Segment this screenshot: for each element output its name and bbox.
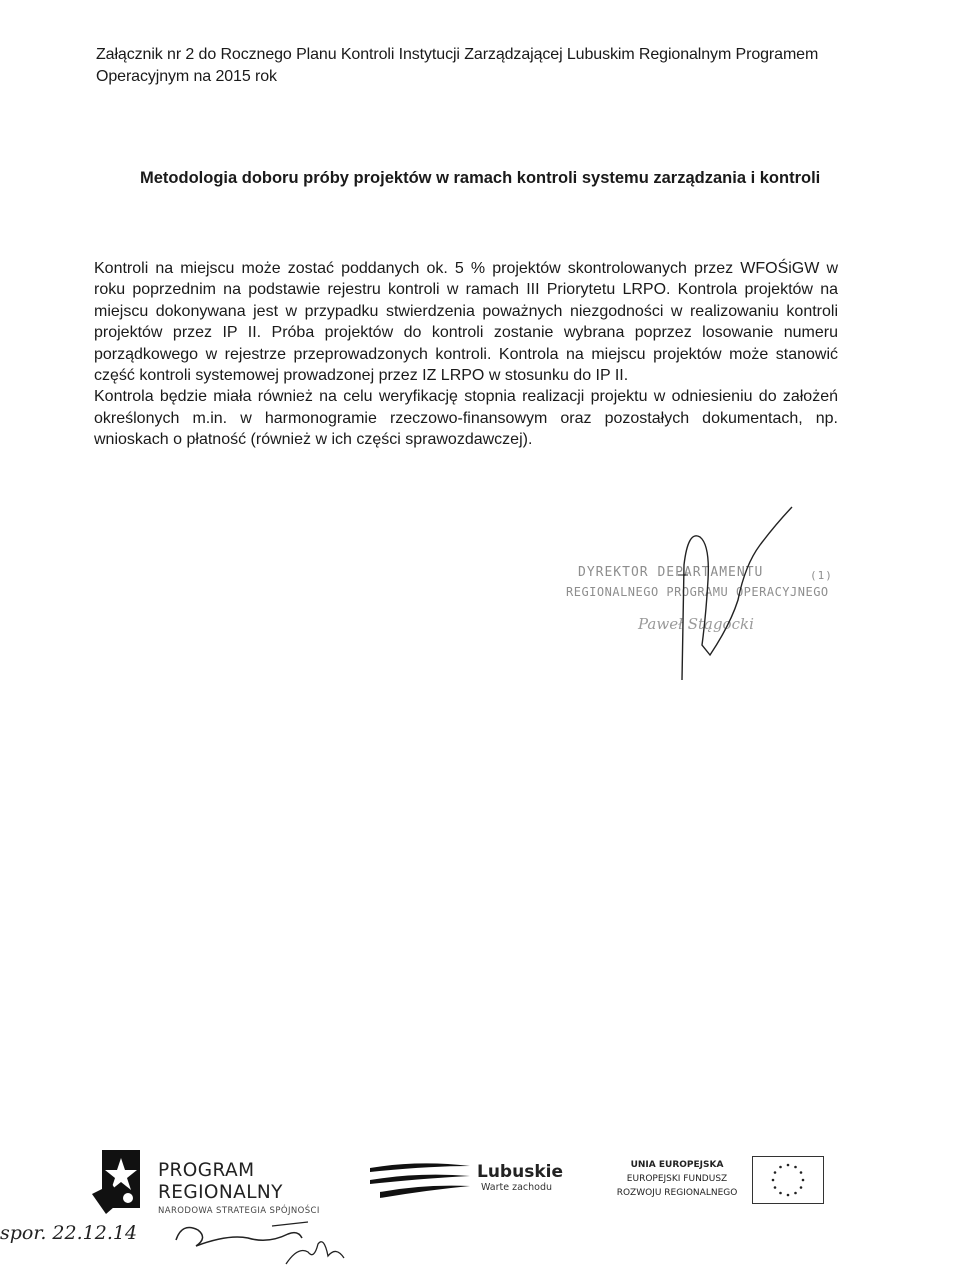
handwritten-signature bbox=[168, 1216, 368, 1268]
signature-mark bbox=[560, 505, 860, 685]
program-title-line-2: REGIONALNY bbox=[158, 1182, 283, 1203]
body-paragraph-2: Kontrola będzie miała również na celu weryfikację stopnia realizacji projektu w odniesieniu do założeń określonych m.in. w harmonogramie rzeczowo-finansowym oraz pozostałych dokumentach, np. wnioskach o płatność (również w ich części sprawozdawczej). bbox=[94, 388, 838, 449]
eu-star bbox=[794, 1166, 797, 1169]
lubuskie-title: Lubuskie bbox=[477, 1162, 563, 1182]
official-stamp bbox=[560, 505, 860, 685]
eu-line-2: EUROPEJSKI FUNDUSZ bbox=[626, 1174, 728, 1184]
body-paragraph-1: Kontroli na miejscu może zostać poddanych ok. 5 % projektów skontrolowanych przez WFOŚiGW w roku poprzednim na podstawie rejestru kontroli w ramach III Priorytetu LRPO. Kontrola projektów na miejscu dokonywana jest w przypadku stwierdzenia poważnych niezgodności w realizowaniu kontroli projektów przez IP II. Próba projektów do kontroli zostanie wybrana poprzez losowanie numeru porządkowego w rejestrze przeprowadzonych kontroli. Kontrola na miejscu projektów może stanowić część kontroli systemowej prowadzonej przez IZ LRPO w stosunku do IP II. bbox=[94, 260, 838, 385]
document-title: Metodologia doboru próby projektów w ramach kontroli systemu zarządzania i kontroli bbox=[140, 169, 821, 187]
footer-logos bbox=[0, 1140, 960, 1268]
eu-star bbox=[774, 1186, 777, 1189]
eu-star bbox=[800, 1186, 803, 1189]
annex-header-line-1: Załącznik nr 2 do Rocznego Planu Kontroli Instytucji Zarządzającej Lubuskim Regionalnym Programem bbox=[96, 46, 819, 63]
eu-star bbox=[779, 1192, 782, 1195]
eu-star bbox=[779, 1166, 782, 1169]
eu-star bbox=[774, 1171, 777, 1174]
eu-star bbox=[794, 1192, 797, 1195]
eu-star bbox=[787, 1194, 790, 1197]
eu-star bbox=[802, 1179, 805, 1182]
lubuskie-subtitle: Warte zachodu bbox=[481, 1182, 553, 1193]
handwritten-date: spor. 22.12.14 bbox=[0, 1222, 138, 1244]
eu-star bbox=[772, 1179, 775, 1182]
stamp-name: Paweł Stągocki bbox=[638, 615, 754, 633]
program-regionalny-star-icon bbox=[92, 1150, 148, 1220]
document-body bbox=[94, 258, 838, 451]
eu-line-1: UNIA EUROPEJSKA bbox=[630, 1160, 724, 1170]
eu-line-3: ROZWOJU REGIONALNEGO bbox=[616, 1188, 738, 1198]
stamp-line-1: DYREKTOR DEPARTAMENTU bbox=[578, 565, 764, 580]
program-title-line-1: PROGRAM bbox=[158, 1160, 255, 1181]
eu-star bbox=[787, 1164, 790, 1167]
annex-header-line-2: Operacyjnym na 2015 rok bbox=[96, 68, 277, 85]
stamp-line-2: REGIONALNEGO PROGRAMU OPERACYJNEGO bbox=[566, 585, 829, 599]
eu-flag-icon bbox=[752, 1156, 824, 1204]
lubuskie-swoosh-icon bbox=[368, 1162, 472, 1202]
stamp-mark: (1) bbox=[810, 569, 833, 582]
eu-star bbox=[800, 1171, 803, 1174]
program-subtitle: NARODOWA STRATEGIA SPÓJNOŚCI bbox=[158, 1206, 320, 1216]
